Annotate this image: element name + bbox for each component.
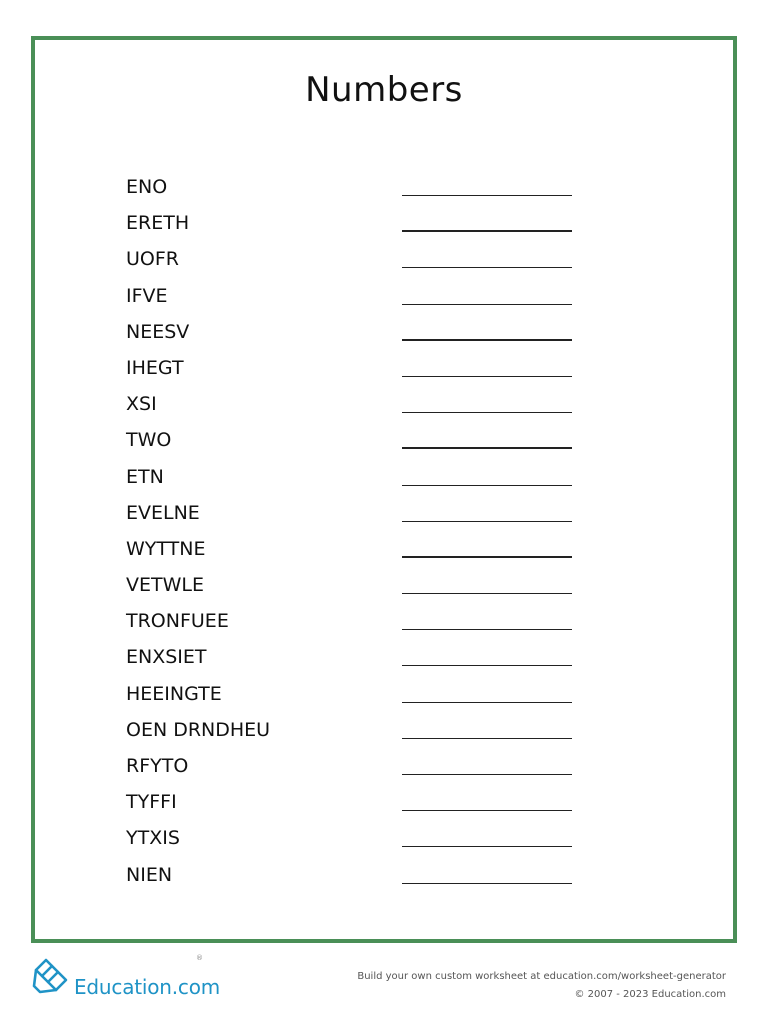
scrambled-word-list <box>126 170 586 894</box>
scrambled-word: ENXSIET <box>126 646 207 669</box>
scrambled-word: ERETH <box>126 212 190 235</box>
word-row <box>126 387 586 423</box>
footer-credits <box>357 968 726 1004</box>
scrambled-word: YTXIS <box>126 827 180 850</box>
answer-line <box>402 447 572 449</box>
answer-line <box>402 267 572 268</box>
word-row <box>126 604 586 640</box>
scrambled-word: VETWLE <box>126 574 204 597</box>
word-row <box>126 460 586 496</box>
word-row <box>126 206 586 242</box>
answer-line <box>402 195 572 196</box>
scrambled-word: IFVE <box>126 284 168 307</box>
copyright-text: © 2007 - 2023 Education.com <box>574 989 726 1000</box>
word-row <box>126 170 586 206</box>
answer-line <box>402 774 572 775</box>
scrambled-word: HEEINGTE <box>126 682 222 705</box>
word-row <box>126 785 586 821</box>
registered-mark: ® <box>196 954 203 962</box>
scrambled-word: TYFFI <box>126 791 177 814</box>
answer-line <box>402 883 572 884</box>
answer-line <box>402 412 572 413</box>
scrambled-word: OEN DRNDHEU <box>126 718 271 741</box>
answer-line <box>402 593 572 594</box>
scrambled-word: ENO <box>126 176 168 198</box>
scrambled-word: RFYTO <box>126 755 189 777</box>
scrambled-word: IHEGT <box>126 356 184 379</box>
scrambled-word: NIEN <box>126 863 173 886</box>
answer-line <box>402 485 572 486</box>
word-row <box>126 713 586 749</box>
answer-line <box>402 556 572 558</box>
education-logo <box>28 954 228 998</box>
word-row <box>126 351 586 387</box>
answer-line <box>402 629 572 630</box>
scrambled-word: TWO <box>126 429 172 452</box>
promo-text: Build your own custom worksheet at education.com/worksheet-generator <box>357 971 726 982</box>
word-row <box>126 315 586 351</box>
word-row <box>126 640 586 676</box>
answer-line <box>402 702 572 703</box>
word-row <box>126 279 586 315</box>
word-row <box>126 749 586 785</box>
word-row <box>126 568 586 604</box>
scrambled-word: WYTTNE <box>126 537 206 560</box>
answer-line <box>402 376 572 377</box>
answer-line <box>402 304 572 305</box>
word-row <box>126 496 586 532</box>
scrambled-word: EVELNE <box>126 501 200 524</box>
word-row <box>126 677 586 713</box>
pencil-paper-icon <box>30 956 70 996</box>
word-row <box>126 532 586 568</box>
scrambled-word: UOFR <box>126 248 179 271</box>
scrambled-word: ETN <box>126 465 164 488</box>
word-row <box>126 423 586 459</box>
scrambled-word: XSI <box>126 393 157 416</box>
scrambled-word: TRONFUEE <box>126 610 229 633</box>
worksheet-title: Numbers <box>305 70 463 110</box>
word-row <box>126 858 586 894</box>
answer-line <box>402 738 572 739</box>
answer-line <box>402 665 572 666</box>
word-row <box>126 821 586 857</box>
answer-line <box>402 810 572 811</box>
answer-line <box>402 521 572 522</box>
scrambled-word: NEESV <box>126 320 190 343</box>
logo-wordmark: Education.com <box>74 975 221 999</box>
answer-line <box>402 230 572 232</box>
answer-line <box>402 846 572 847</box>
word-row <box>126 242 586 278</box>
answer-line <box>402 339 572 341</box>
